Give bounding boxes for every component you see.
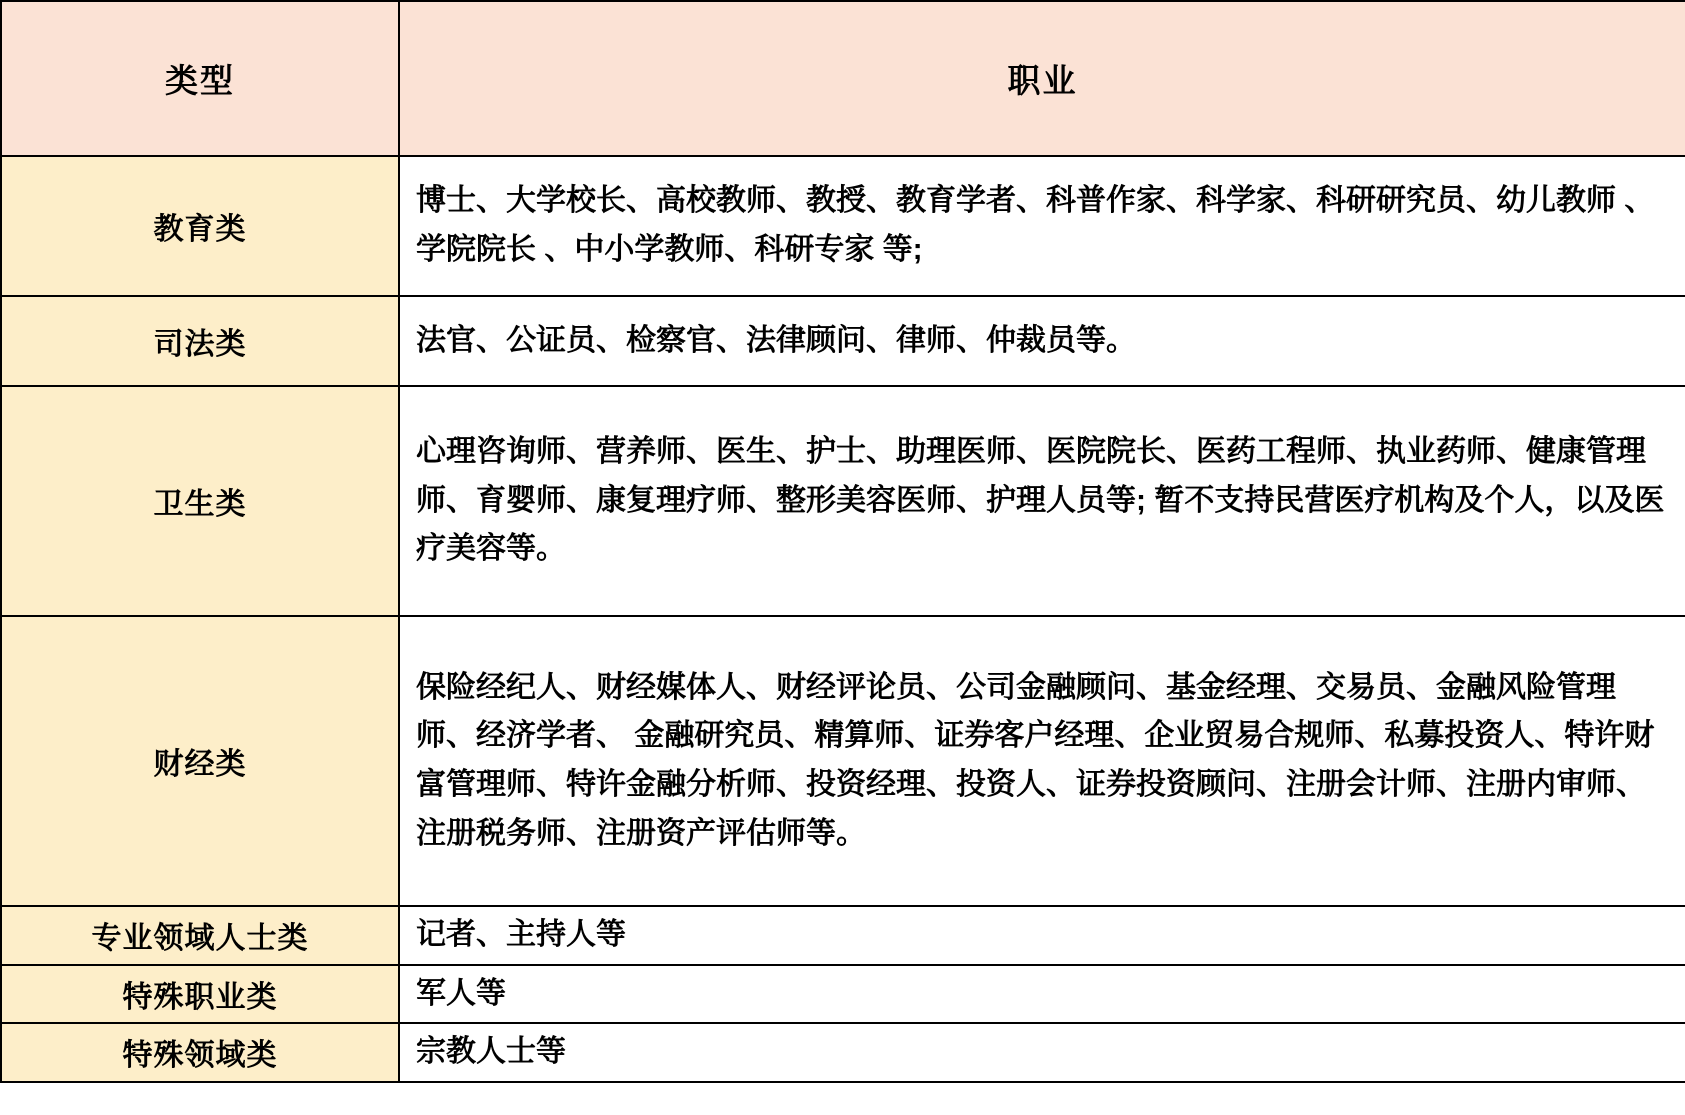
type-cell-professional: 专业领域人士类 (1, 906, 399, 965)
type-cell-health: 卫生类 (1, 386, 399, 616)
type-cell-judicial: 司法类 (1, 296, 399, 386)
occupation-cell-education: 博士、大学校长、高校教师、教授、教育学者、科普作家、科学家、科研研究员、幼儿教师 、学院院长 、中小学教师、科研专家 等; (399, 156, 1685, 296)
column-header-occupation: 职业 (399, 1, 1685, 156)
table-row (1, 296, 1685, 386)
table-row (1, 1023, 1685, 1082)
table-row (1, 965, 1685, 1024)
occupation-cell-finance: 保险经纪人、财经媒体人、财经评论员、公司金融顾问、基金经理、交易员、金融风险管理师、经济学者、 金融研究员、精算师、证券客户经理、企业贸易合规师、私募投资人、特许财富管理师、特许金融分析师、投资经理、投资人、证券投资顾问、注册会计师、注册内审师、注册税务师、注册资产评估师等。 (399, 616, 1685, 906)
occupation-cell-special-field: 宗教人士等 (399, 1023, 1685, 1082)
type-cell-special-field: 特殊领域类 (1, 1023, 399, 1082)
type-cell-education: 教育类 (1, 156, 399, 296)
occupation-cell-professional: 记者、主持人等 (399, 906, 1685, 965)
type-cell-special-occupation: 特殊职业类 (1, 965, 399, 1024)
column-header-type: 类型 (1, 1, 399, 156)
table-row (1, 156, 1685, 296)
table-body (1, 156, 1685, 1082)
table-row (1, 906, 1685, 965)
occupation-cell-special-occupation: 军人等 (399, 965, 1685, 1024)
table-header-row (1, 1, 1685, 156)
table-row (1, 386, 1685, 616)
occupation-cell-judicial: 法官、公证员、检察官、法律顾问、律师、仲裁员等。 (399, 296, 1685, 386)
occupation-cell-health: 心理咨询师、营养师、医生、护士、助理医师、医院院长、医药工程师、执业药师、健康管理师、育婴师、康复理疗师、整形美容医师、护理人员等; 暂不支持民营医疗机构及个人，以及医疗美容等。 (399, 386, 1685, 616)
type-cell-finance: 财经类 (1, 616, 399, 906)
table-row (1, 616, 1685, 906)
table-header (1, 1, 1685, 156)
